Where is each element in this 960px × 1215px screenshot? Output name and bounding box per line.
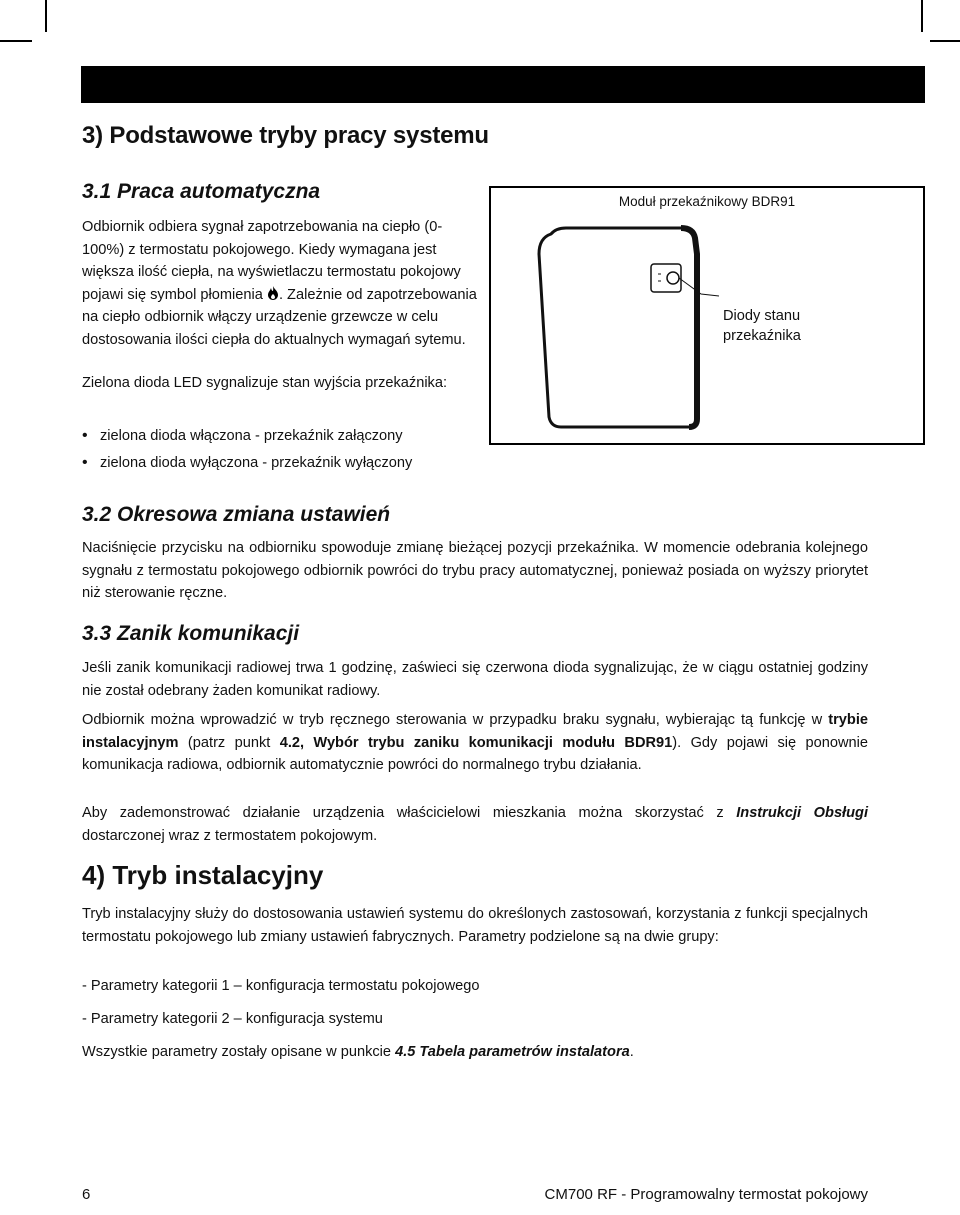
crop-mark	[45, 0, 47, 32]
paragraph-4-parameters: Wszystkie parametry zostały opisane w punkcie 4.5 Tabela parametrów instalatora.	[82, 1044, 634, 1060]
crop-mark	[921, 0, 923, 32]
paragraph-4-intro: Tryb instalacyjny służy do dostosowania ustawień systemu do określonych zastosowań, korzystania z funkcji specjalnych termostatu pokojowego lub zmiany ustawień fabrycznych. Parametry podzielone są na dwie grupy:	[82, 906, 868, 945]
paragraph-3-3-1: Jeśli zanik komunikacji radiowej trwa 1 godzinę, zaświeci się czerwona dioda sygnalizując, że w ciągu ostatniej godziny nie został odebrany żaden komunikat radiowy.	[82, 660, 868, 699]
relay-module-illustration	[511, 224, 731, 434]
paragraph-3-2: Naciśnięcie przycisku na odbiorniku spowoduje zmianę bieżącej pozycji przekaźnika. W momencie odebrania kolejnego sygnału z termostatu pokojowego odbiornik powróci do trybu pracy automatycznej, ponieważ posiada on wyższy priorytet niż sterowanie ręczne.	[82, 540, 868, 601]
bdr91-figure	[489, 186, 925, 445]
crop-mark	[0, 40, 32, 42]
paragraph-3-1-led: Zielona dioda LED sygnalizuje stan wyjścia przekaźnika:	[82, 375, 448, 391]
footer-title: CM700 RF - Programowalny termostat pokojowy	[544, 1186, 868, 1203]
paragraph-3-1-intro: Odbiornik odbiera sygnał zapotrzebowania na ciepło (0-100%) z termostatu pokojowego. Kiedy wymagana jest większa ilość ciepła, na wyświetlaczu termostatu pokojowy pojawi się symbol płomienia . Zależnie od zapotrzebowania na ciepło odbiornik włączy urządzenie grzewcze w celu dostosowania ilości ciepła do aktualnych wymagań sytemu.	[82, 219, 477, 348]
section-3-1-title: 3.1 Praca automatyczna	[82, 180, 321, 203]
bullet-led-on: • zielona dioda włączona - przekaźnik załączony	[82, 427, 403, 444]
section-4-title: 4) Tryb instalacyjny	[82, 860, 324, 890]
figure-title: Moduł przekaźnikowy BDR91	[618, 194, 796, 209]
section-3-3-title: 3.3 Zanik komunikacji	[82, 622, 300, 645]
section-3-title: 3) Podstawowe tryby pracy systemu	[82, 122, 489, 149]
relay-diodes-label: Diody stanu przekaźnika	[723, 308, 801, 344]
header-bar	[81, 66, 925, 103]
crop-mark	[930, 40, 960, 42]
section-3-2-title: 3.2 Okresowa zmiana ustawień	[82, 503, 391, 526]
list-item-category-1: - Parametry kategorii 1 – konfiguracja termostatu pokojowego	[82, 978, 480, 994]
paragraph-3-3-3: Aby zademonstrować działanie urządzenia właścicielowi mieszkania można skorzystać z Instrukcji Obsługi dostarczonej wraz z termostatem pokojowym.	[82, 805, 868, 844]
bullet-led-off: • zielona dioda wyłączona - przekaźnik wyłączony	[82, 454, 413, 471]
list-item-category-2: - Parametry kategorii 2 – konfiguracja systemu	[82, 1011, 383, 1027]
page-number: 6	[82, 1186, 91, 1203]
paragraph-3-3-2: Odbiornik można wprowadzić w tryb ręcznego sterowania w przypadku braku sygnału, wybierając tą funkcję w trybie instalacyjnym (patrz punkt 4.2, Wybór trybu zaniku komunikacji modułu BDR91). Gdy pojawi się ponownie komunikacja radiowa, odbiornik automatycznie powróci do normalnego trybu działania.	[82, 712, 869, 773]
flame-icon	[267, 286, 279, 300]
